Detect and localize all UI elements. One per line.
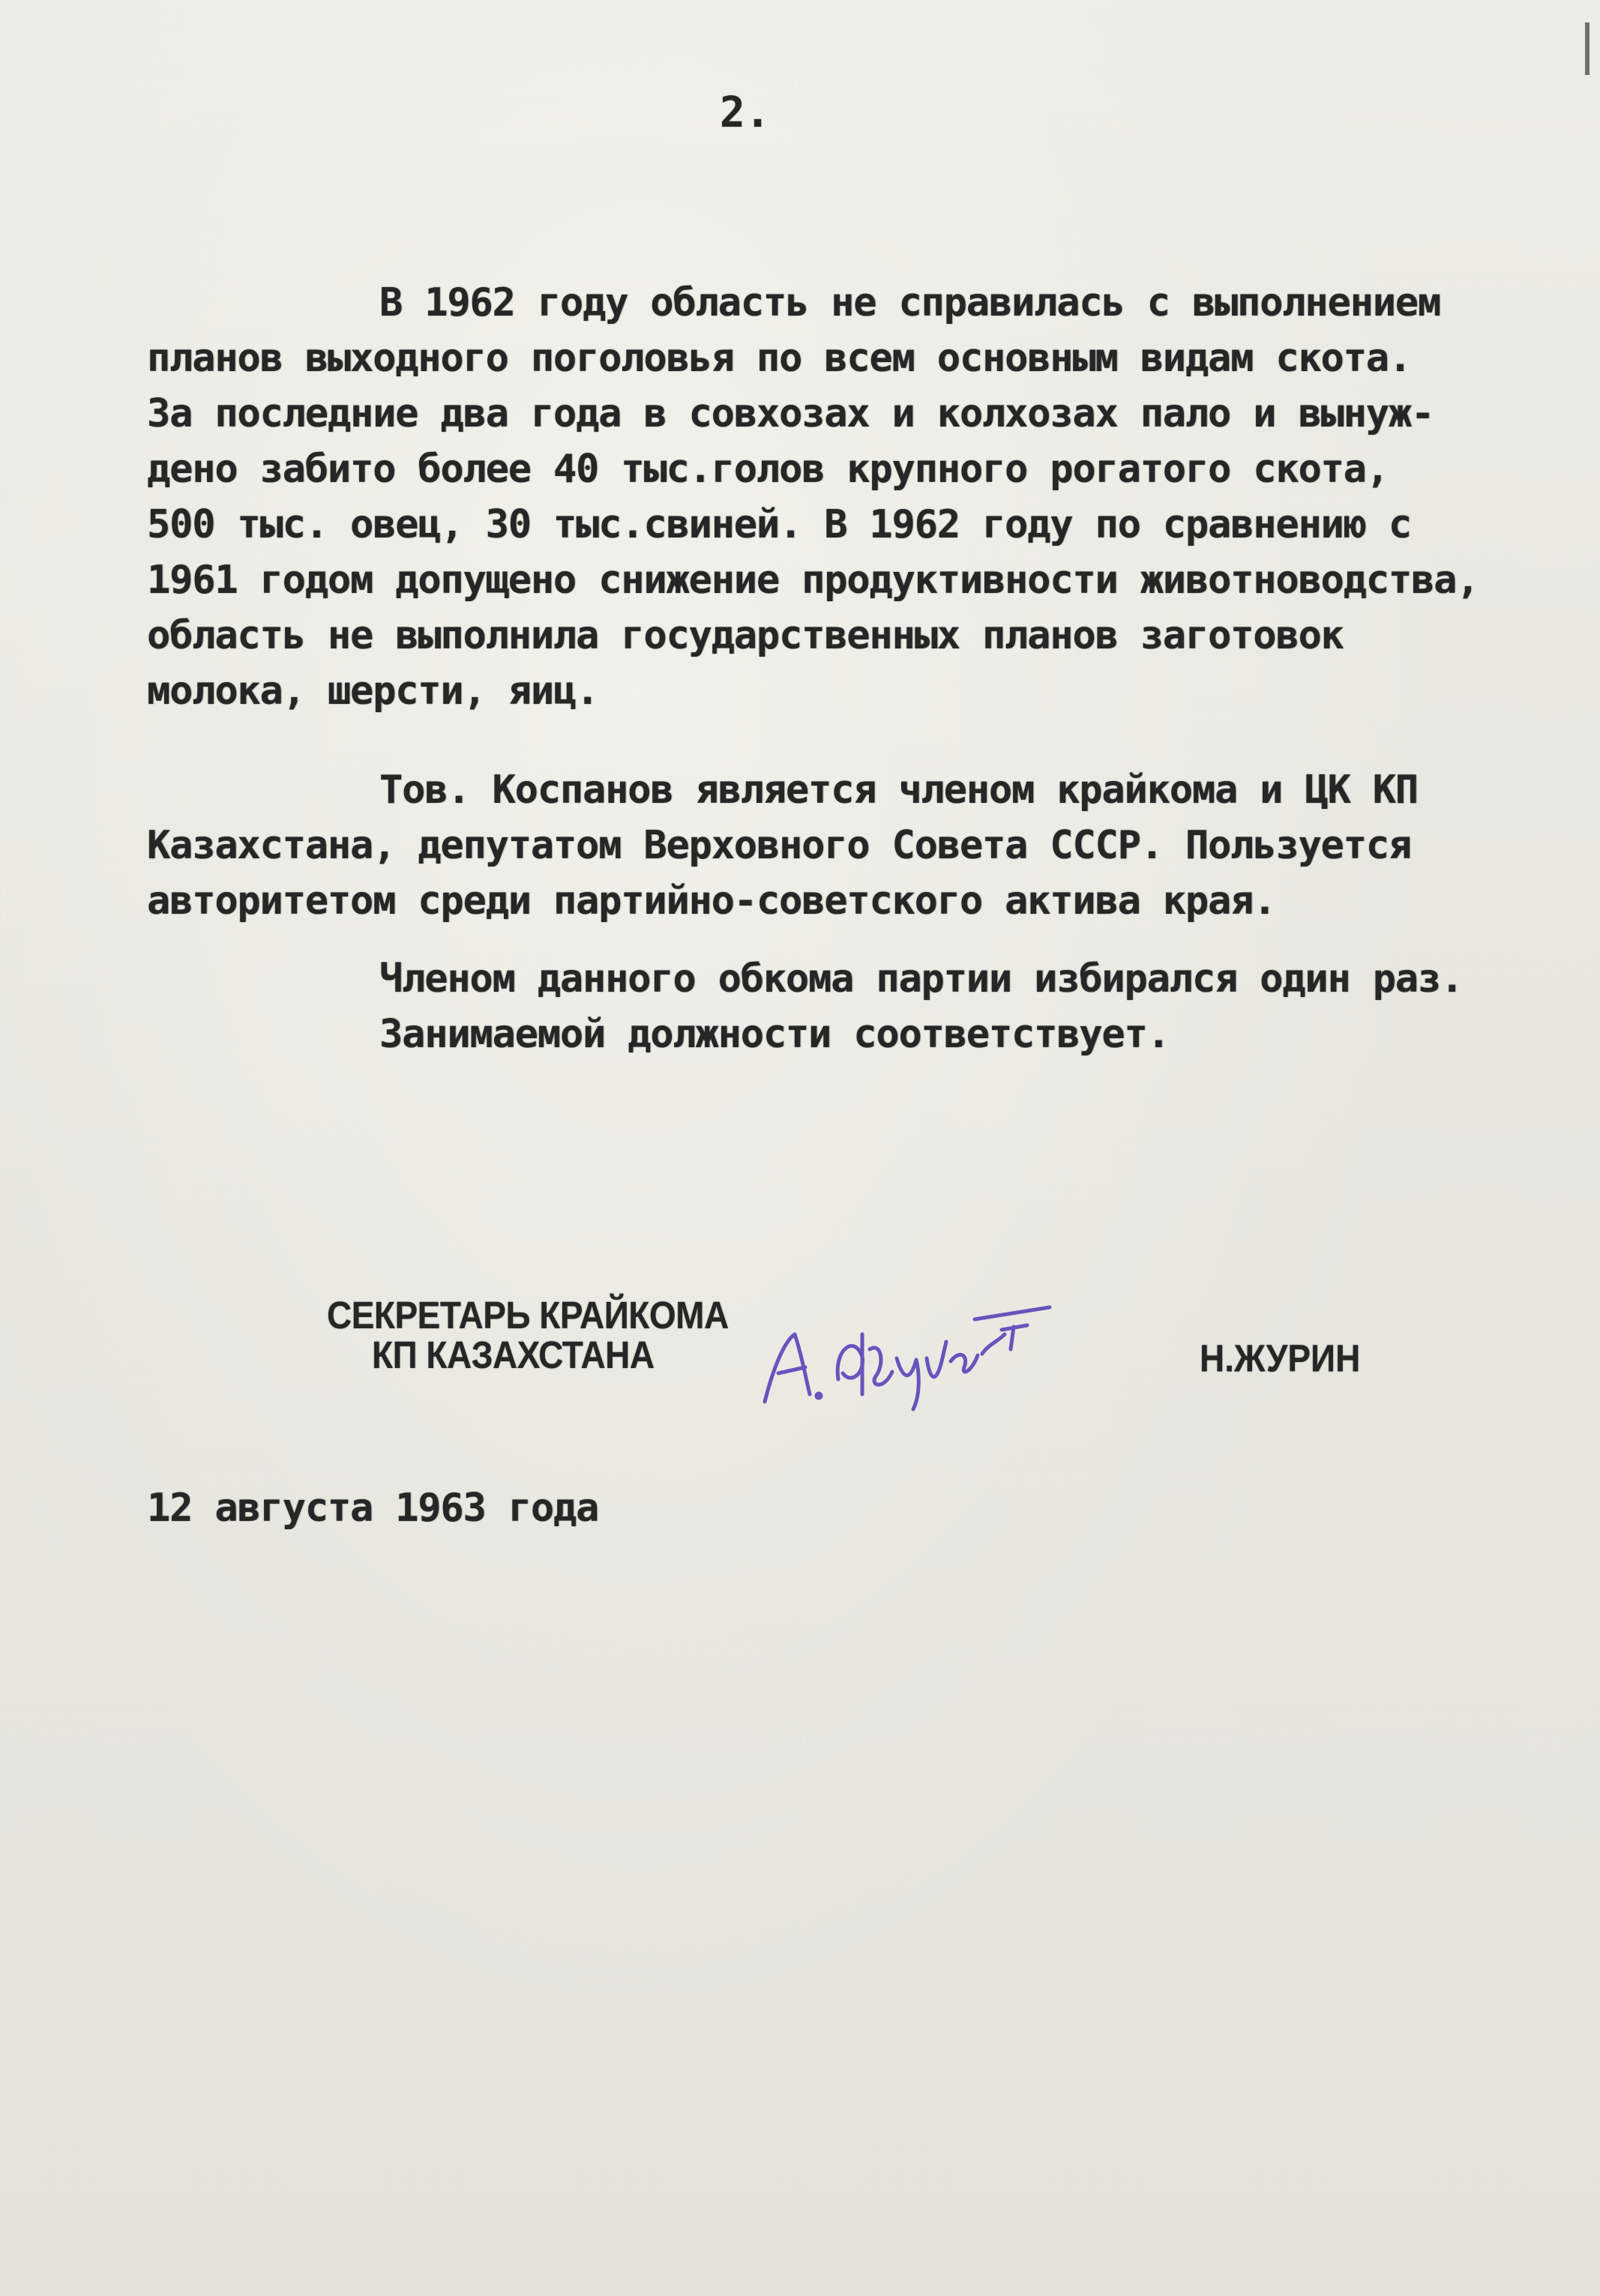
paragraph-1-line-8: молока, шерсти, яиц.	[147, 669, 599, 714]
paragraph-1-line-6: 1961 годом допущено снижение продуктивности животноводства,	[147, 558, 1479, 603]
paragraph-2-line-3: авторитетом среди партийно-советского актива края.	[147, 879, 1276, 923]
paragraph-2-line-2: Казахстана, депутатом Верховного Совета СССР. Пользуется	[147, 823, 1411, 868]
paragraph-1-line-7: область не выполнила государственных планов заготовок	[147, 613, 1344, 658]
page-number: 2.	[720, 88, 771, 137]
signatory-title-line-2: КП КАЗАХСТАНА	[372, 1333, 655, 1376]
document-date: 12 августа 1963 года	[147, 1486, 599, 1531]
paragraph-1-line-5: 500 тыс. овец, 30 тыс.свиней. В 1962 году по сравнению с	[147, 502, 1411, 547]
signatory-title-line-1: СЕКРЕТАРЬ КРАЙКОМА	[327, 1293, 729, 1337]
handwritten-signature	[750, 1289, 1080, 1424]
paragraph-1-line-2: планов выходного поголовья по всем основным видам скота.	[147, 336, 1411, 381]
paragraph-1-line-4: дено забито более 40 тыс.голов крупного рогатого скота,	[147, 447, 1389, 492]
paragraph-1-line-1: В 1962 году область не справилась с выполнением	[379, 280, 1441, 325]
paragraph-1-line-3: За последние два года в совхозах и колхозах пало и вынуж-	[147, 391, 1434, 436]
paragraph-2-line-1: Тов. Коспанов является членом крайкома и ЦК КП	[379, 768, 1418, 813]
signatory-name: Н.ЖУРИН	[1200, 1337, 1361, 1380]
page-edge-mark	[1585, 22, 1590, 75]
signatory-title	[327, 1295, 729, 1375]
paragraph-3-line-1: Членом данного обкома партии избирался один раз.	[379, 956, 1464, 1001]
paragraph-3-line-2: Занимаемой должности соответствует.	[379, 1012, 1170, 1057]
